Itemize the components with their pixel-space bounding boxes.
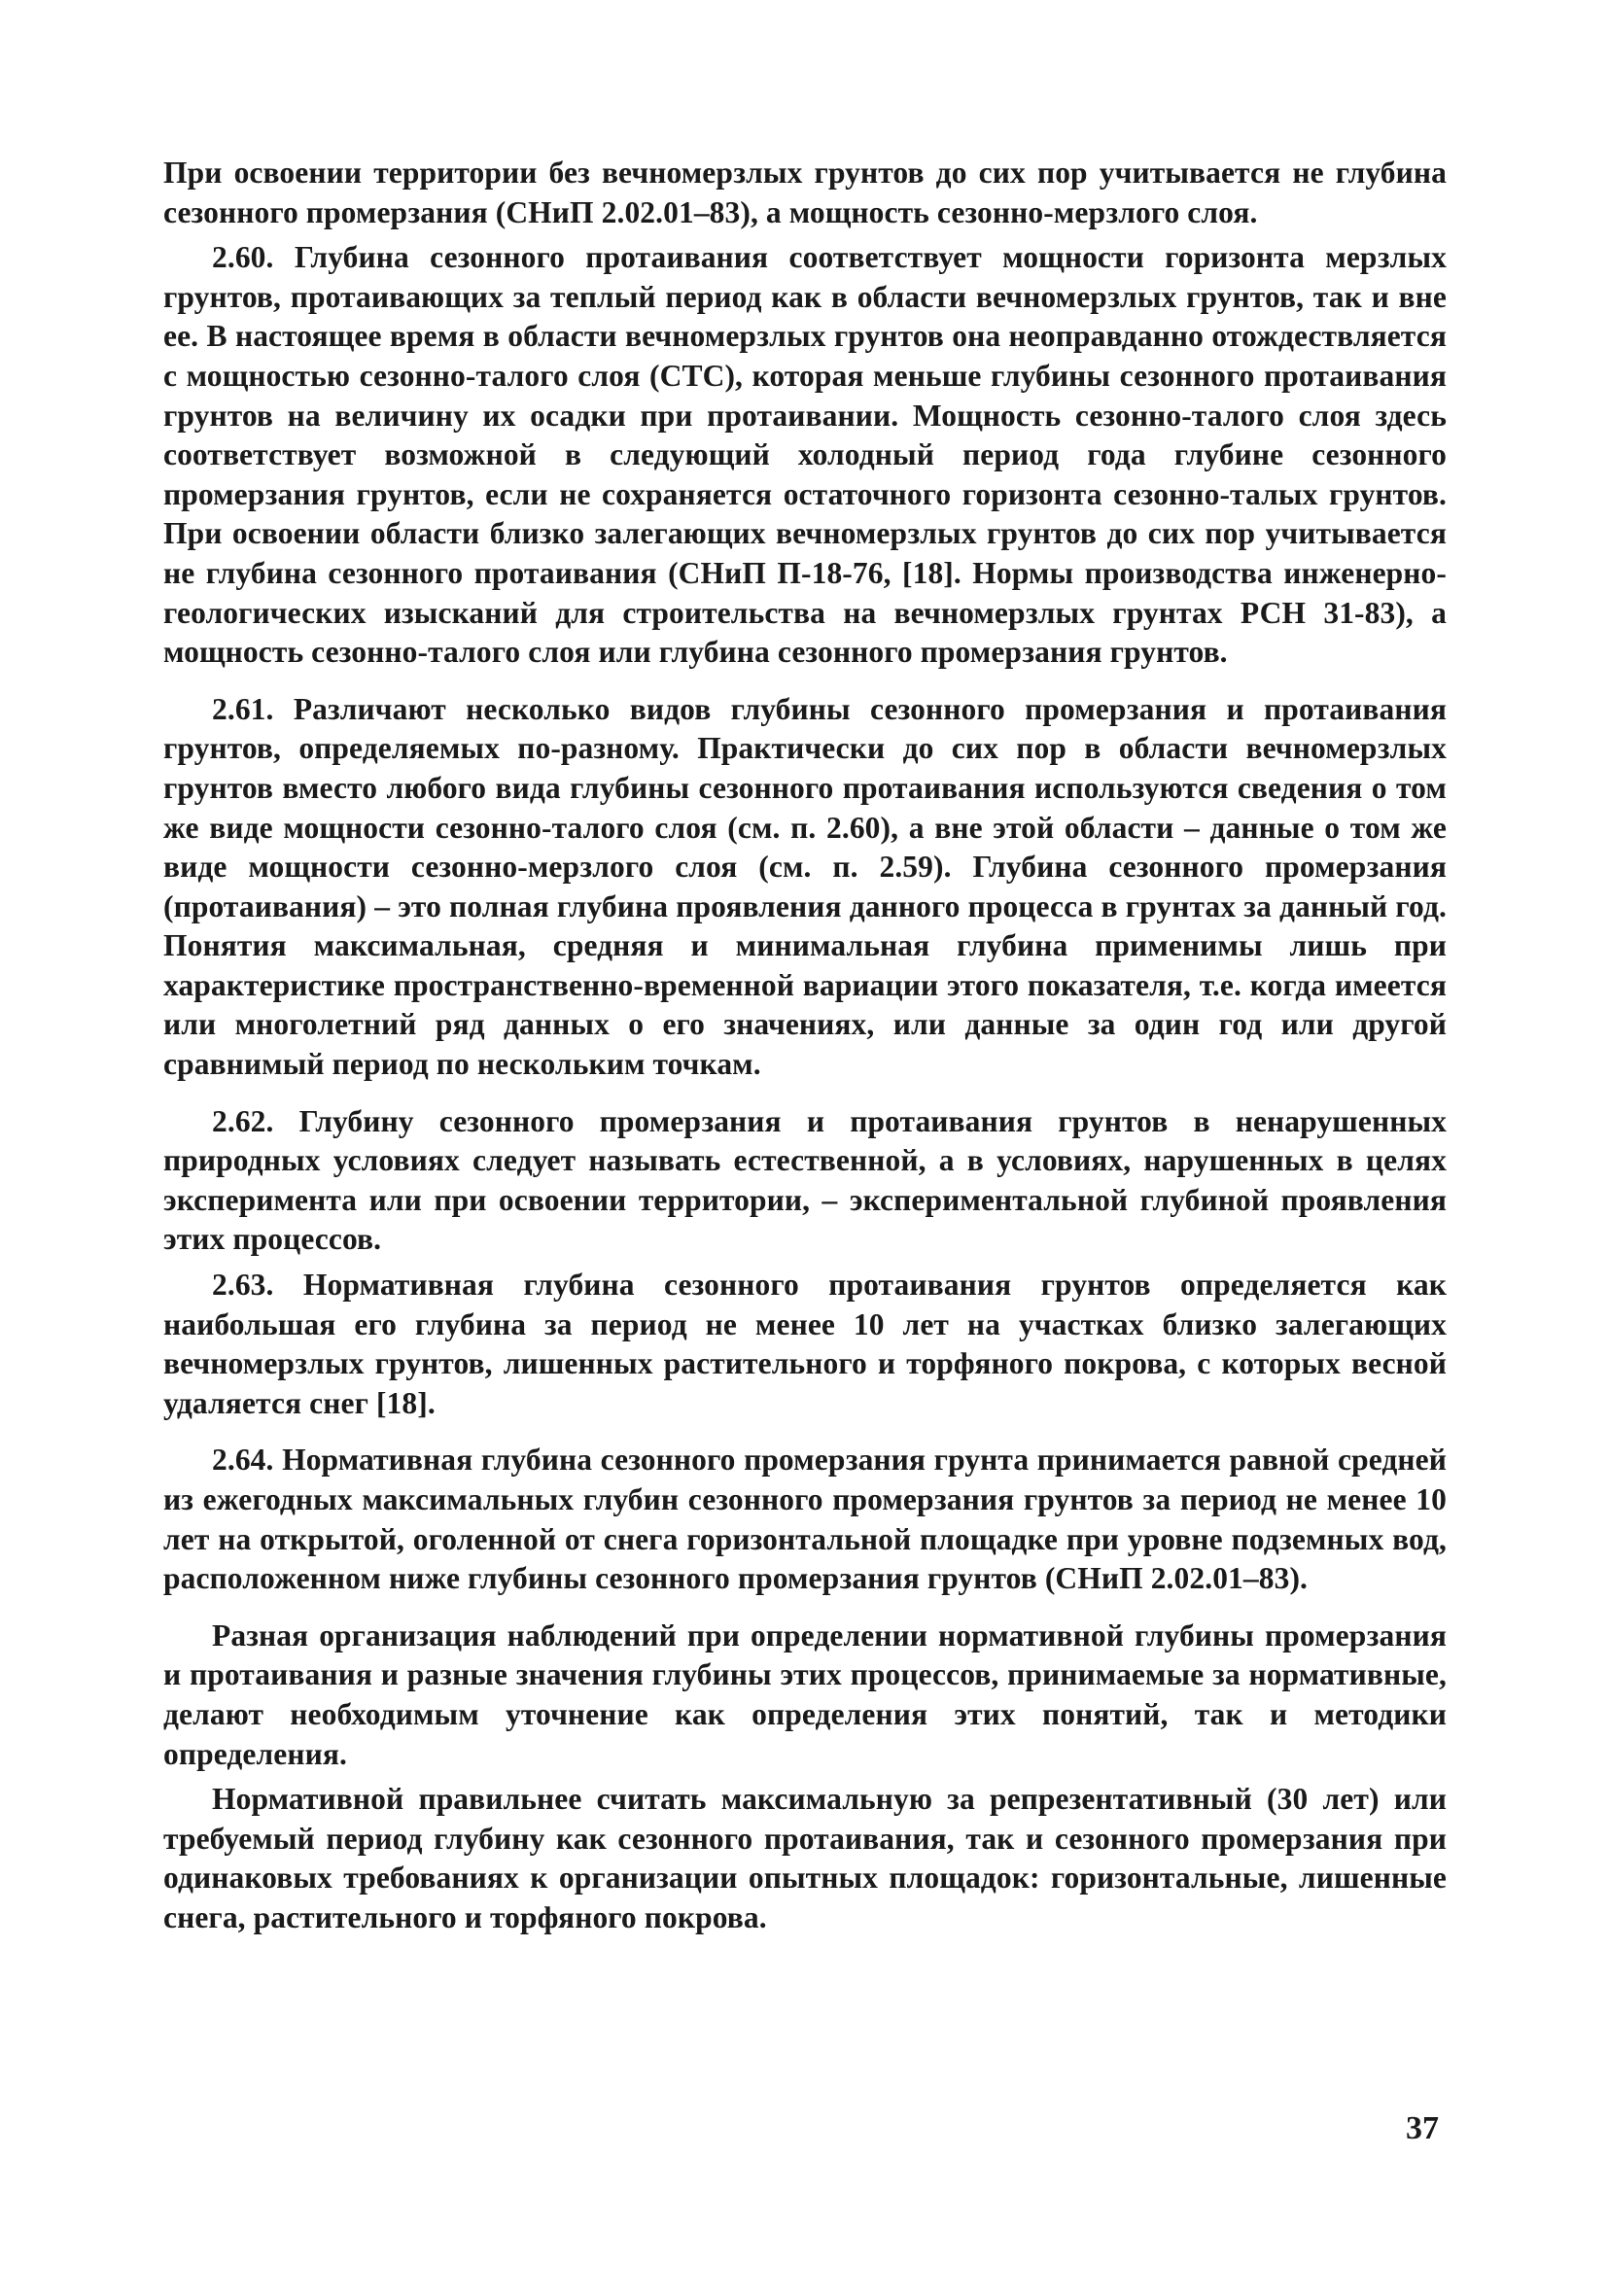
paragraph-organization: [163, 1617, 1447, 1774]
section-number: 2.62.: [212, 1103, 274, 1138]
section-number: 2.60.: [212, 240, 274, 275]
page-body: [163, 154, 1447, 1944]
paragraph-2-64: [163, 1441, 1447, 1598]
paragraph-normative: [163, 1780, 1447, 1937]
paragraph-intro: [163, 154, 1447, 232]
paragraph-2-63: [163, 1266, 1447, 1423]
paragraph-text: Разная организация наблюдений при определении нормативной глубины промерзания и протаивания и разные значения глубины этих процессов, принимаемые за нормативные, делают необходимым уточнение как определения этих понятий, так и методики определения.: [163, 1618, 1447, 1771]
paragraph-text: Глубину сезонного промерзания и протаивания грунтов в ненарушенных природных условиях следует называть естественной, а в условиях, нарушенных в целях эксперимента или при освоении территории, – экспериментальной глубиной проявления этих процессов.: [163, 1103, 1447, 1257]
paragraph-2-60: [163, 238, 1447, 673]
paragraph-2-61: [163, 690, 1447, 1085]
section-number: 2.64.: [212, 1443, 274, 1478]
paragraph-text: Глубина сезонного протаивания соответствует мощности горизонта мерзлых грунтов, протаивающих за теплый период как в области вечномерзлых грунтов, так и вне ее. В настоящее время в области вечномерзлых грунтов она неоправданно отождествляется с мощностью сезонно-талого слоя (СТС), которая меньше глубины сезонного протаивания грунтов на величину их осадки при протаивании. Мощность сезонно-талого слоя здесь соответствует возможной в следующий холодный период года глубине сезонного промерзания грунтов, если не сохраняется остаточного горизонта сезонно-талых грунтов. При освоении области близко залегающих вечномерзлых грунтов до сих пор учитывается не глубина сезонного протаивания (СНиП П-18-76, [18]. Нормы производства инженерно-геологических изысканий для строительства на вечномерзлых грунтах РСН 31-83), а мощность сезонно-талого слоя или глубина сезонного промерзания грунтов.: [163, 240, 1447, 670]
paragraph-text: При освоении территории без вечномерзлых грунтов до сих пор учитывается не глубина сезонного промерзания (СНиП 2.02.01–83), а мощность сезонно-мерзлого слоя.: [163, 156, 1447, 229]
page-number: 37: [1406, 2110, 1439, 2146]
paragraph-text: Нормативная глубина сезонного протаивания грунтов определяется как наибольшая его глубина за период не менее 10 лет на участках близко залегающих вечномерзлых грунтов, лишенных растительного и торфяного покрова, с которых весной удаляется снег [18].: [163, 1268, 1447, 1420]
paragraph-text: Различают несколько видов глубины сезонного промерзания и протаивания грунтов, определяемых по-разному. Практически до сих пор в области вечномерзлых грунтов вместо любого вида глубины сезонного протаивания используются сведения о том же виде мощности сезонно-талого слоя (см. п. 2.60), а вне этой области – данные о том же виде мощности сезонно-мерзлого слоя (см. п. 2.59). Глубина сезонного промерзания (протаивания) – это полная глубина проявления данного процесса в грунтах за данный год. Понятия максимальная, средняя и минимальная глубина применимы лишь при характеристике пространственно-временной вариации этого показателя, т.е. когда имеется или многолетний ряд данных о его значениях, или данные за один год или другой сравнимый период по нескольким точкам.: [163, 691, 1447, 1082]
paragraph-2-62: [163, 1102, 1447, 1260]
paragraph-text: Нормативная глубина сезонного промерзания грунта принимается равной средней из ежегодных максимальных глубин сезонного промерзания грунтов за период не менее 10 лет на открытой, оголенной от снега горизонтальной площадке при уровне подземных вод, расположенном ниже глубины сезонного промерзания грунтов (СНиП 2.02.01–83).: [163, 1443, 1447, 1596]
section-number: 2.63.: [212, 1268, 274, 1303]
section-number: 2.61.: [212, 691, 274, 726]
paragraph-text: Нормативной правильнее считать максимальную за репрезентативный (30 лет) или требуемый период глубину как сезонного протаивания, так и сезонного промерзания при одинаковых требованиях к организации опытных площадок: горизонтальные, лишенные снега, растительного и торфяного покрова.: [163, 1782, 1447, 1934]
